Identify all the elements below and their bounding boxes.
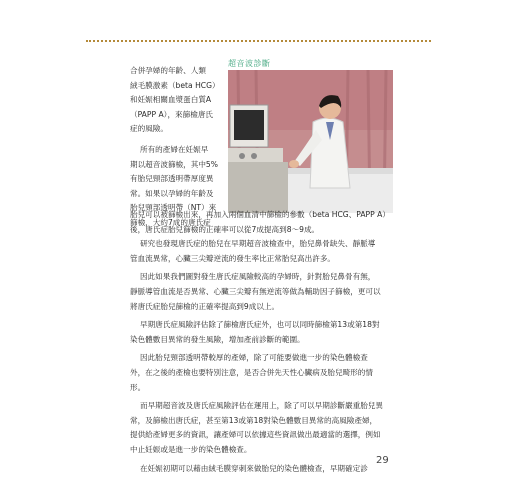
text-line: 因此如果我們圖對發生唐氏症風險較高的孕婦時，針對胎兒鼻骨有無，	[140, 272, 376, 282]
page-number: 29	[376, 455, 389, 466]
text-line: 形。	[130, 382, 146, 392]
text-line: 研究也發現唐氏症的胎兒在早期超音波檢查中，胎兒鼻骨缺失、靜脈導	[140, 239, 376, 249]
text-line: 因此胎兒頸部透明帶較厚的產婦，除了可能要做進一步的染色體檢查	[140, 353, 368, 363]
text-line: 和妊娠相關血漿蛋白質A	[130, 95, 212, 105]
top-dotted-rule	[86, 40, 431, 42]
text-line: 有胎兒頸部透明帶厚度異	[130, 174, 214, 184]
text-line: 提供給產婦更多的資訊，讓產婦可以依據這些資訊做出最適當的選擇，例如	[130, 430, 381, 440]
text-line: 絨毛膜激素（beta HCG）	[130, 80, 220, 90]
text-line: 篩檢，大約7成的唐氏症	[130, 217, 211, 227]
text-line: 胎兒可以被篩檢出來，再加入兩個血清中篩檢的參數（beta HCG、PAPP A）	[130, 210, 390, 219]
photo-caption: 超音波診斷	[228, 59, 271, 68]
text-line: 常，及篩檢出唐氏症，甚至第13或第18對染色體數目異常的高風險產婦，	[130, 415, 378, 425]
text-line: 在妊娠初期可以藉由絨毛膜穿刺來做胎兒的染色體檢查，早期確定診	[140, 463, 368, 473]
text-line: 常。如果以孕婦的年齡及	[130, 188, 214, 198]
text-line: 後，唐氏症胎兒篩檢的正確率可以從7成提高到8～9成。	[130, 224, 320, 234]
text-line: 將唐氏症胎兒篩檢的正確率提高到9成以上。	[130, 301, 280, 311]
text-line: 期以超音波篩檢，其中5%	[130, 159, 218, 169]
text-line: 所有的產婦在妊娠早	[140, 144, 209, 154]
text-line: （PAPP A），來篩檢唐氏	[130, 109, 214, 119]
text-line: 染色體數目異常的發生風險，增加產前診斷的範圍。	[130, 334, 305, 344]
ultrasound-photo	[228, 70, 393, 213]
left-column-text	[130, 64, 222, 231]
text-line: 靜脈導管血流是否異常、心臟三尖瓣有無逆流等做為輔助因子篩檢，更可以	[130, 286, 381, 296]
text-line: 早期唐氏症風險評估除了篩檢唐氏症外，也可以同時篩檢第13或第18對	[140, 320, 380, 330]
text-line: 而早期超音波及唐氏症風險評估在運用上，除了可以早期診斷嚴重胎兒異	[140, 401, 383, 411]
text-line: 症的風險。	[130, 124, 168, 134]
body-text	[130, 208, 392, 476]
text-line: 胎兒頸部透明帶（NT）來	[130, 203, 217, 213]
text-line: 合併孕婦的年齡、人類	[130, 66, 206, 75]
text-line: 管血流異常，心臟三尖瓣逆流的發生率比正常胎兒高出許多。	[130, 253, 336, 263]
text-line: 外，在之後的產檢也要特別注意，是否合併先天性心臟病及胎兒畸形的情	[130, 367, 373, 377]
text-line: 中止妊娠或是進一步的染色體檢查。	[130, 444, 252, 454]
